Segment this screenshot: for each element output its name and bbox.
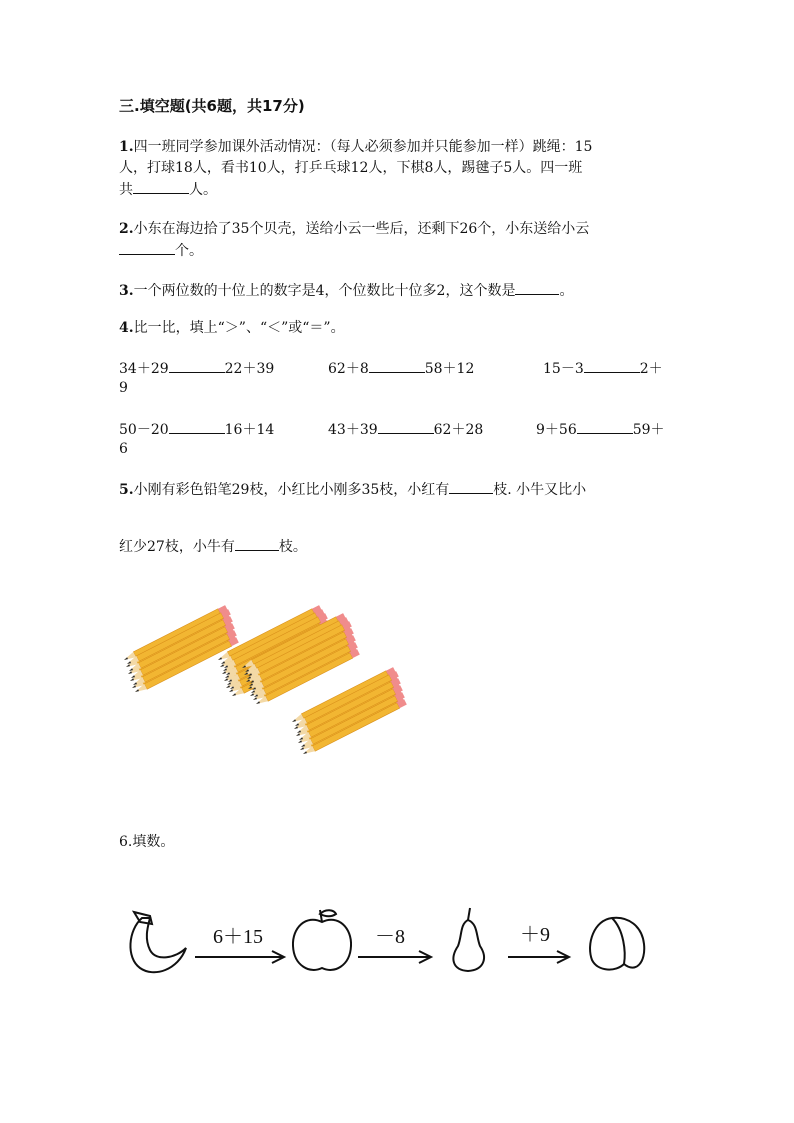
pencil xyxy=(300,692,405,750)
pear-icon xyxy=(453,908,484,971)
question-5-line-1 xyxy=(119,479,586,500)
operation-1-label: 6＋15 xyxy=(213,926,263,948)
pencil xyxy=(249,641,354,699)
compare-item xyxy=(119,419,274,440)
compare-left: 43＋39 xyxy=(328,422,378,438)
question-4-text: 比一比，填上“＞”、“＜”或“＝”。 xyxy=(133,320,345,336)
question-1-number: 1. xyxy=(119,139,134,155)
pencil xyxy=(223,613,328,671)
pencil xyxy=(297,688,402,746)
compare-blank[interactable] xyxy=(369,358,425,373)
question-3-line xyxy=(119,280,573,301)
pencil xyxy=(217,605,322,663)
pencil xyxy=(231,641,336,699)
pencil xyxy=(225,633,330,691)
question-3-text-end: 。 xyxy=(559,283,574,299)
question-5-text-1a: 小刚有彩色铅笔29枝，小红比小刚多35枝，小红有 xyxy=(133,482,450,498)
pencil xyxy=(129,626,234,684)
arrowhead-3 xyxy=(557,951,569,963)
pencil xyxy=(246,624,351,682)
question-1-text-3b: 人。 xyxy=(189,182,217,198)
compare-blank[interactable] xyxy=(169,358,225,373)
pencil xyxy=(298,685,403,743)
question-1-line-1 xyxy=(119,137,592,157)
pencil xyxy=(127,619,232,677)
pencil xyxy=(227,627,332,685)
apple-icon xyxy=(293,910,351,970)
compare-right: 2＋ xyxy=(639,361,663,377)
pencil xyxy=(123,605,228,663)
compare-item xyxy=(543,358,663,379)
pencil xyxy=(255,649,360,707)
pencil xyxy=(229,634,334,692)
answer-blank[interactable] xyxy=(235,536,279,551)
question-5-line-2 xyxy=(119,536,307,557)
pencil xyxy=(299,695,404,753)
compare-wrap: 9 xyxy=(119,380,128,396)
compare-right: 58＋12 xyxy=(424,361,475,377)
question-2-text-2: 个。 xyxy=(175,243,203,259)
arrowhead-2 xyxy=(419,951,431,963)
compare-wrap: 6 xyxy=(119,441,128,457)
question-1-line-2: 人，打球18人，看书10人，打乒乓球12人，下棋8人，踢毽子5人。四一班 xyxy=(119,160,583,176)
pencil xyxy=(295,681,400,739)
question-2-text-1: 小东在海边拾了35个贝壳，送给小云一些后，还剩下26个，小东送给小云 xyxy=(133,221,590,237)
question-2-number: 2. xyxy=(119,221,134,237)
pencil xyxy=(125,612,230,670)
pencil xyxy=(222,616,327,674)
compare-left: 9＋56 xyxy=(536,422,577,438)
question-6-number: 6. xyxy=(119,834,133,850)
question-6-line xyxy=(119,832,174,852)
pencil xyxy=(224,623,329,681)
compare-left: 50－20 xyxy=(119,422,169,438)
compare-item xyxy=(119,358,274,379)
pencil xyxy=(250,638,355,696)
pencil xyxy=(225,620,330,678)
question-5-number: 5. xyxy=(119,482,134,498)
question-3-text: 一个两位数的十位上的数字是4，个位数比十位多2，这个数是 xyxy=(133,283,516,299)
answer-blank[interactable] xyxy=(119,240,175,255)
peach-icon xyxy=(590,918,644,970)
compare-right: 16＋14 xyxy=(224,422,275,438)
pencil xyxy=(131,633,236,691)
pencil xyxy=(126,609,231,667)
pencil xyxy=(291,667,396,725)
answer-blank[interactable] xyxy=(515,280,559,295)
pencil xyxy=(132,630,237,688)
pencil xyxy=(221,619,326,677)
pencil xyxy=(293,674,398,732)
compare-left: 62＋8 xyxy=(328,361,369,377)
question-6-text: 填数。 xyxy=(132,834,175,850)
question-1-line-3 xyxy=(119,179,217,200)
compare-blank[interactable] xyxy=(169,419,225,434)
question-5-text-2b: 枝。 xyxy=(278,539,307,555)
question-1-text-3a: 共 xyxy=(119,182,133,198)
question-3-number: 3. xyxy=(119,283,134,299)
pencil xyxy=(228,637,333,695)
operation-3-label: ＋9 xyxy=(520,924,550,946)
question-4-number: 4. xyxy=(119,320,134,336)
compare-blank[interactable] xyxy=(378,419,434,434)
banana-icon xyxy=(130,912,186,972)
compare-item xyxy=(328,419,483,440)
pencil xyxy=(296,678,401,736)
pencil-bundle xyxy=(291,667,407,757)
pencil xyxy=(245,627,350,685)
compare-left: 34＋29 xyxy=(119,361,169,377)
question-1-text-1: 四一班同学参加课外活动情况：（每人必须参加并只能参加一样）跳绳：15 xyxy=(133,139,593,155)
pencil xyxy=(302,699,407,757)
pencil-bundle xyxy=(123,605,239,695)
pencil xyxy=(249,628,354,686)
compare-blank[interactable] xyxy=(577,419,633,434)
pencil xyxy=(294,671,399,729)
answer-blank[interactable] xyxy=(133,179,189,194)
pencil xyxy=(243,620,348,678)
pencil xyxy=(252,645,357,703)
question-5-text-2a: 红少27枝，小牛有 xyxy=(119,539,235,555)
pencil-bundle xyxy=(241,613,360,707)
compare-right: 62＋28 xyxy=(433,422,484,438)
operation-2-label: －8 xyxy=(375,926,405,948)
pencil xyxy=(219,612,324,670)
compare-right: 59＋ xyxy=(632,422,665,438)
pencil-bundle xyxy=(217,605,336,699)
pencil xyxy=(247,634,352,692)
pencil xyxy=(134,637,239,695)
pencil xyxy=(223,626,328,684)
arrowhead-1 xyxy=(272,951,284,963)
pencil xyxy=(244,617,349,675)
question-5-text-1b: 枝. 小牛又比小 xyxy=(493,482,587,498)
pencil xyxy=(130,623,235,681)
compare-blank[interactable] xyxy=(584,358,640,373)
compare-item xyxy=(536,419,665,440)
pencil xyxy=(251,635,356,693)
pencil xyxy=(128,616,233,674)
question-2-line-1 xyxy=(119,219,589,239)
compare-item xyxy=(328,358,474,379)
pencil xyxy=(241,613,346,671)
question-2-line-2 xyxy=(119,240,203,261)
pencil xyxy=(220,609,325,667)
pencil xyxy=(226,630,331,688)
answer-blank[interactable] xyxy=(449,479,493,494)
compare-right: 22＋39 xyxy=(224,361,275,377)
pencil xyxy=(248,631,353,689)
question-4-line xyxy=(119,318,345,338)
compare-left: 15－3 xyxy=(543,361,584,377)
pencil xyxy=(247,621,352,679)
pencil xyxy=(253,642,358,700)
section-title: 三.填空题(共6题，共17分) xyxy=(119,97,305,115)
